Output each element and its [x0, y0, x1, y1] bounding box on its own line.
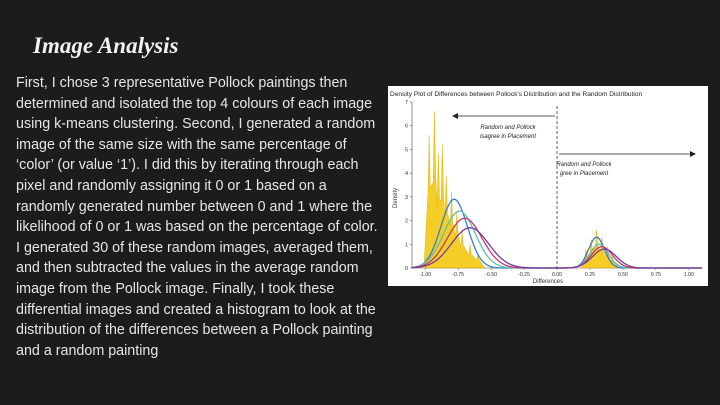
annotation-disagree-line2: isagree in Placement	[479, 134, 537, 140]
y-tick-label: 7	[404, 100, 408, 106]
density-plot-figure	[388, 86, 708, 286]
x-tick-label: -0.75	[452, 272, 465, 278]
annotation-agree-line2: gree in Placement	[559, 171, 609, 177]
y-tick-label: 3	[404, 194, 408, 201]
x-tick-label: 0.50	[617, 272, 628, 278]
x-tick-label: 1.00	[683, 272, 694, 278]
y-tick-label: 5	[404, 147, 408, 154]
density-plot	[388, 86, 708, 286]
x-tick-label: -0.25	[518, 272, 530, 278]
body-paragraph: First, I chose 3 representative Pollock paintings then determined and isolated the top 4 colours of each image using k-means clustering. Second, I generated a random image of the same size with the same percentage of ‘color’ (or value ‘1’). I did this by iterating through each pixel and randomly assigning it 0 or 1 based on a randomly generated number between 0 and 1 where the likelihood of 0 or 1 was based on the percentage of color. I generated 30 of these random images, averaged them, and then subtracted the values in the average random image from the Pollock image. Finally, I took these differential images and created a histogram to look at the distribution of the differences between a Pollock painting and a random painting	[16, 75, 378, 359]
x-tick-label: 0.75	[650, 272, 661, 278]
y-tick-label: 6	[404, 123, 408, 130]
y-tick-label: 0	[404, 266, 408, 272]
x-tick-label: -0.50	[485, 272, 498, 278]
arrowhead-left	[452, 113, 458, 119]
histogram-area	[424, 111, 485, 268]
x-tick-label: 0.00	[551, 272, 563, 278]
x-axis-label: Differences	[532, 279, 564, 285]
y-tick-label: 2	[404, 218, 408, 225]
y-tick-label: 4	[404, 171, 408, 178]
chart-title: Density Plot of Differences between Pollock's Distribution and the Random Distribution	[390, 91, 643, 98]
annotation-agree: Random and Pollock	[556, 162, 612, 168]
y-axis-label: Density	[393, 187, 399, 209]
annotation-disagree: Random and Pollock	[480, 125, 536, 131]
x-tick-label: 0.25	[584, 272, 596, 278]
slide-title: Image Analysis	[33, 33, 179, 58]
y-tick-label: 1	[404, 242, 408, 249]
arrowhead-right	[690, 151, 696, 157]
x-tick-label: -1.00	[419, 272, 432, 278]
